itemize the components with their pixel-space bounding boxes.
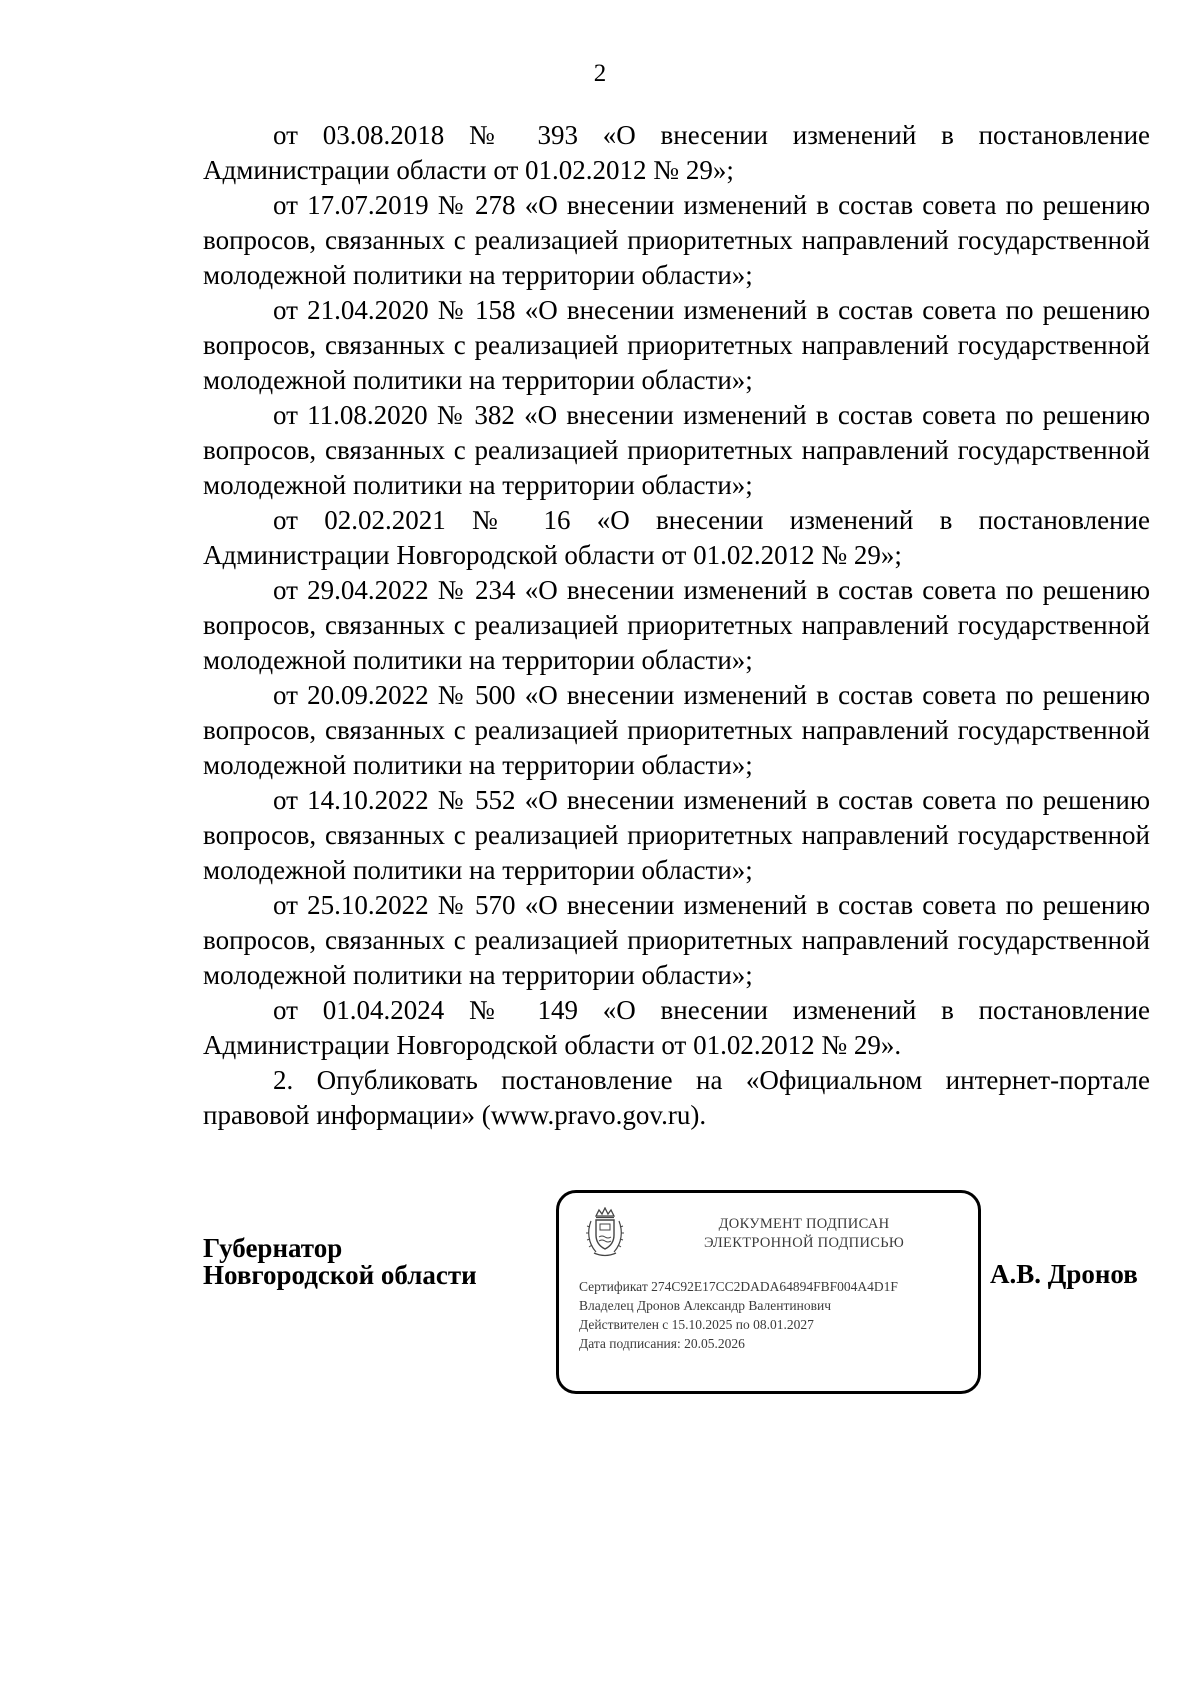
stamp-heading-line: ЭЛЕКТРОННОЙ ПОДПИСЬЮ: [703, 1235, 905, 1251]
stamp-details: [579, 1277, 974, 1353]
stamp-heading-line: ДОКУМЕНТ ПОДПИСАН: [718, 1216, 890, 1232]
signatory-name: А.В. Дронов: [990, 1259, 1138, 1289]
publication-clause: 2. Опубликовать постановление на «Официальном интернет-портале правовой информации» (www.pravo.gov.ru).: [203, 1065, 1150, 1130]
list-item: от 29.04.2022 № 234 «О внесении изменений в состав совета по решению вопросов, связанных с реализацией приоритетных направлений государственной молодежной политики на территории области»;: [203, 575, 1150, 675]
document-body: [203, 118, 1150, 1133]
electronic-signature-stamp: [556, 1190, 981, 1394]
list-item: от 25.10.2022 № 570 «О внесении изменений в состав совета по решению вопросов, связанных с реализацией приоритетных направлений государственной молодежной политики на территории области»;: [203, 890, 1150, 990]
signatory-position-line: Губернатор: [203, 1233, 343, 1263]
signatory-position: [203, 1235, 477, 1289]
list-item: от 02.02.2021 № 16 «О внесении изменений в постановление Администрации Новгородской области от 01.02.2012 № 29»;: [203, 505, 1150, 570]
certificate-validity: Действителен с 15.10.2025 по 08.01.2027: [579, 1317, 814, 1332]
region-coat-of-arms-icon: [585, 1207, 625, 1259]
certificate-owner: Владелец Дронов Александр Валентинович: [579, 1298, 831, 1313]
list-item: от 21.04.2020 № 158 «О внесении изменений в состав совета по решению вопросов, связанных с реализацией приоритетных направлений государственной молодежной политики на территории области»;: [203, 295, 1150, 395]
certificate-number: Сертификат 274C92E17CC2DADA64894FBF004A4D1F: [579, 1279, 898, 1294]
list-item: от 17.07.2019 № 278 «О внесении изменений в состав совета по решению вопросов, связанных с реализацией приоритетных направлений государственной молодежной политики на территории области»;: [203, 190, 1150, 290]
signing-date: Дата подписания: 20.05.2026: [579, 1336, 745, 1351]
list-item: от 20.09.2022 № 500 «О внесении изменений в состав совета по решению вопросов, связанных с реализацией приоритетных направлений государственной молодежной политики на территории области»;: [203, 680, 1150, 780]
list-item: от 01.04.2024 № 149 «О внесении изменений в постановление Администрации Новгородской области от 01.02.2012 № 29».: [203, 995, 1150, 1060]
page-number: 2: [593, 60, 607, 87]
list-item: от 03.08.2018 № 393 «О внесении изменений в постановление Администрации области от 01.02.2012 № 29»;: [203, 120, 1150, 185]
list-item: от 11.08.2020 № 382 «О внесении изменений в состав совета по решению вопросов, связанных с реализацией приоритетных направлений государственной молодежной политики на территории области»;: [203, 400, 1150, 500]
stamp-heading: [639, 1215, 969, 1253]
signatory-position-line: Новгородской области: [203, 1260, 477, 1290]
list-item: от 14.10.2022 № 552 «О внесении изменений в состав совета по решению вопросов, связанных с реализацией приоритетных направлений государственной молодежной политики на территории области»;: [203, 785, 1150, 885]
